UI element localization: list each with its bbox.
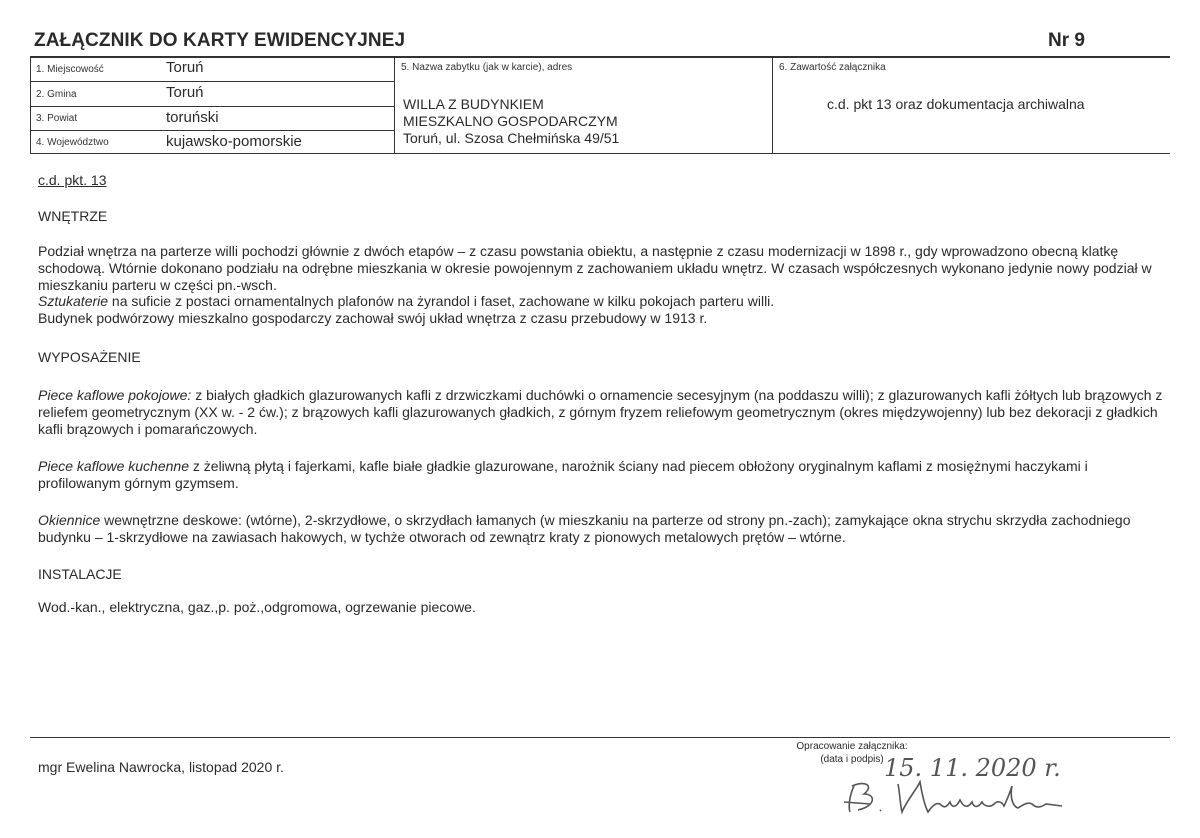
table-row-divider [30, 81, 394, 82]
emphasis: Okiennice [38, 512, 101, 528]
table-column-divider [394, 56, 395, 154]
monument-name-line-1: WILLA Z BUDYNKIEM [403, 96, 544, 112]
emphasis: Piece kaflowe kuchenne [38, 458, 189, 474]
preparation-label: Opracowanie załącznika: [796, 741, 908, 752]
emphasis: Sztukaterie [38, 293, 109, 310]
field-label-miejscowosc: 1. Miejscowość [36, 64, 104, 75]
table-row-divider [30, 130, 394, 131]
attachment-contents-value: c.d. pkt 13 oraz dokumentacja archiwalna [827, 96, 1085, 112]
emphasis: Piece kaflowe pokojowe: [38, 387, 192, 403]
field-value-powiat: toruński [166, 109, 219, 126]
paragraph-piece-pokojowe [38, 387, 1173, 437]
section-wnetrze-body [38, 243, 1173, 327]
paragraph-text: na suficie z postaci ornamentalnych plafonów na żyrandol i faset, zachowane w kilku pokojach parteru willi. [108, 293, 775, 310]
handwritten-date-text: 15. 11. 2020 r. [884, 754, 1061, 782]
section-heading-instalacje: INSTALACJE [38, 566, 122, 582]
monument-name-label: 5. Nazwa zabytku (jak w karcie), adres [401, 62, 573, 73]
field-label-powiat: 3. Powiat [36, 113, 78, 124]
paragraph-text: z białych gładkich glazurowanych kafli z drzwiczkami duchówki o ornamencie secesyjnym (na poddaszu willi); z glazurowanych kafli żółtych lub brązowych z reliefem geometrycznym (XX w. - 2 ćw.); z brązowych kafli glazurowanych gładkich, z górnym fryzem reliefowym geometrycznym (okres międzywojenny) lub bez dekoracji z gładkich kafli brązowych i pomarańczowych. [38, 387, 1163, 437]
paragraph [38, 293, 1173, 310]
field-value-miejscowosc: Toruń [166, 59, 204, 76]
table-bottom-border [30, 153, 1170, 154]
paragraph-instalacje: Wod.-kan., elektryczna, gaz.,p. poż.,odgromowa, ogrzewanie piecowe. [38, 599, 476, 615]
field-label-gmina: 2. Gmina [36, 89, 77, 100]
section-heading-wnetrze: WNĘTRZE [38, 208, 108, 224]
table-left-border [30, 56, 31, 154]
table-column-divider [772, 56, 773, 154]
handwritten-signature [840, 772, 1100, 822]
field-value-gmina: Toruń [166, 84, 204, 101]
section-heading-wyposazenie: WYPOSAŻENIE [38, 349, 141, 365]
paragraph-okiennice [38, 512, 1173, 546]
field-label-wojewodztwo: 4. Województwo [36, 137, 109, 148]
preparation-sublabel: (data i podpis) [820, 754, 884, 765]
paragraph: Budynek podwórzowy mieszkalno gospodarczy zachował swój układ wnętrza z czasu przebudowy w 1913 r. [38, 310, 708, 327]
attachment-number: Nr 9 [1048, 30, 1085, 51]
author-line: mgr Ewelina Nawrocka, listopad 2020 r. [38, 759, 284, 775]
paragraph-text: wewnętrzne deskowe: (wtórne), 2-skrzydłowe, o skrzydłach łamanych (w mieszkaniu na parterze od strony pn.-zach); zamykające okna strychu skrzydła zachodniego budynku – 1-skrzydłowe na zawiasach hakowych, w tychże otworach od zewnątrz kraty z pionowych metalowych prętów – wtórne. [38, 512, 1131, 545]
paragraph-piece-kuchenne [38, 458, 1173, 492]
continuation-reference: c.d. pkt. 13 [38, 172, 107, 188]
table-top-border [30, 56, 1170, 58]
paragraph: Podział wnętrza na parterze willi pochodzi głównie z dwóch etapów – z czasu powstania obiektu, a następnie z czasu modernizacji w 1898 r., gdy wprowadzono obecną klatkę schodową. Wtórnie dokonano podziału na odrębne mieszkania w okresie powojennym z zachowaniem układu wnętrz. W czasach współczesnych wykonano jedynie nowy podział w mieszkaniu parteru w części pn.-wsch. [38, 243, 1152, 293]
monument-address: Toruń, ul. Szosa Chełmińska 49/51 [403, 130, 620, 146]
attachment-contents-label: 6. Zawartość załącznika [779, 62, 886, 73]
footer-divider [30, 737, 1170, 738]
table-row-divider [30, 106, 394, 107]
paragraph-text: z żeliwną płytą i fajerkami, kafle białe gładkie glazurowane, narożnik ściany nad piecem obłożony oryginalnym kaflami z mosiężnymi haczykami i profilowanym górnym gzymsem. [38, 458, 1088, 491]
document-title: ZAŁĄCZNIK DO KARTY EWIDENCYJNEJ [34, 30, 406, 51]
monument-name-line-2: MIESZKALNO GOSPODARCZYM [403, 113, 618, 129]
field-value-wojewodztwo: kujawsko-pomorskie [166, 133, 302, 150]
